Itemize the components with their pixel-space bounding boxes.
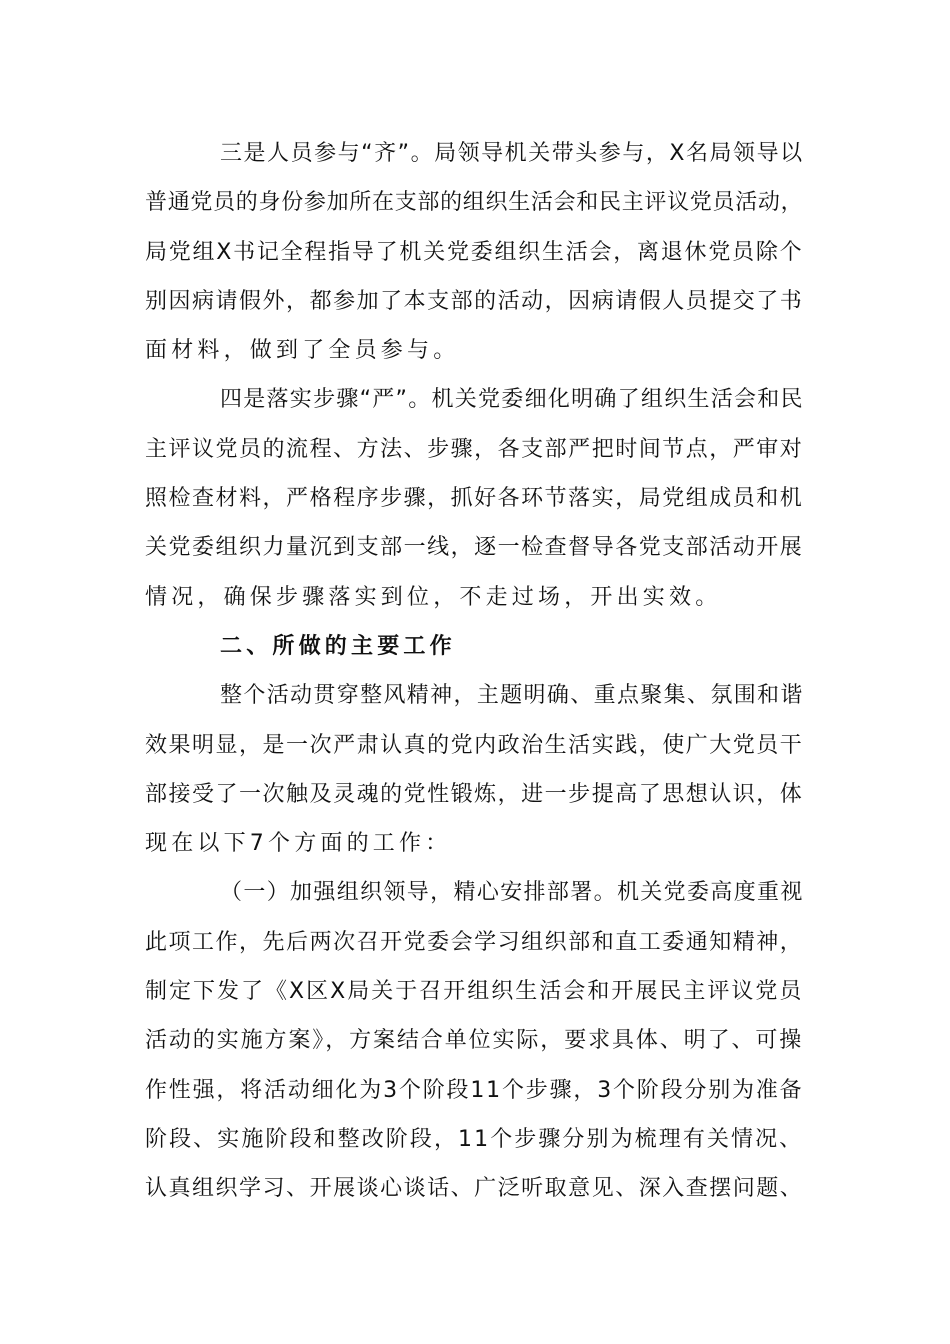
text-line: 作性强，将活动细化为3个阶段11个步骤，3个阶段分别为准备 xyxy=(145,1077,804,1103)
text-line: 部接受了一次触及灵魂的党性锻炼，进一步提高了思想认识，体 xyxy=(145,781,804,807)
text-line: 效果明显，是一次严肃认真的党内政治生活实践，使广大党员干 xyxy=(145,732,804,758)
paragraph xyxy=(145,671,805,868)
text-line: 现在以下7个方面的工作： xyxy=(145,831,452,857)
text-line: 局党组X书记全程指导了机关党委组织生活会，离退休党员除个 xyxy=(145,239,804,265)
paragraph xyxy=(145,868,805,1213)
text-line: 活动的实施方案》，方案结合单位实际，要求具体、明了、可操 xyxy=(145,1028,804,1054)
text-line: 照检查材料，严格程序步骤，抓好各环节落实，局党组成员和机 xyxy=(145,486,804,512)
section-heading xyxy=(145,622,805,671)
text-line: 别因病请假外，都参加了本支部的活动，因病请假人员提交了书 xyxy=(145,288,804,314)
text-line: （一）加强组织领导，精心安排部署。机关党委高度重视 xyxy=(220,880,804,906)
paragraph xyxy=(145,129,805,375)
text-line: 关党委组织力量沉到支部一线，逐一检查督导各党支部活动开展 xyxy=(145,535,804,561)
text-line: 主评议党员的流程、方法、步骤，各支部严把时间节点，严审对 xyxy=(145,436,804,462)
text-line: 此项工作，先后两次召开党委会学习组织部和直工委通知精神， xyxy=(145,929,804,955)
text-line: 二、所做的主要工作 xyxy=(220,633,456,659)
text-line: 整个活动贯穿整风精神，主题明确、重点聚集、氛围和谐 xyxy=(220,683,804,709)
text-line: 面材料，做到了全员参与。 xyxy=(145,338,460,364)
text-line: 普通党员的身份参加所在支部的组织生活会和民主评议党员活动， xyxy=(145,190,804,216)
document-body xyxy=(145,129,805,1214)
text-line: 三是人员参与“齐”。局领导机关带头参与，X名局领导以 xyxy=(220,141,804,166)
paragraph xyxy=(145,375,805,621)
text-line: 阶段、实施阶段和整改阶段，11个步骤分别为梳理有关情况、 xyxy=(145,1126,804,1152)
text-line: 认真组织学习、开展谈心谈话、广泛听取意见、深入查摆问题、 xyxy=(145,1176,804,1202)
text-line: 情况，确保步骤落实到位，不走过场，开出实效。 xyxy=(145,584,722,610)
text-line: 制定下发了《X区X局关于召开组织生活会和开展民主评议党员 xyxy=(145,979,804,1005)
text-line: 四是落实步骤“严”。机关党委细化明确了组织生活会和民 xyxy=(220,387,804,413)
